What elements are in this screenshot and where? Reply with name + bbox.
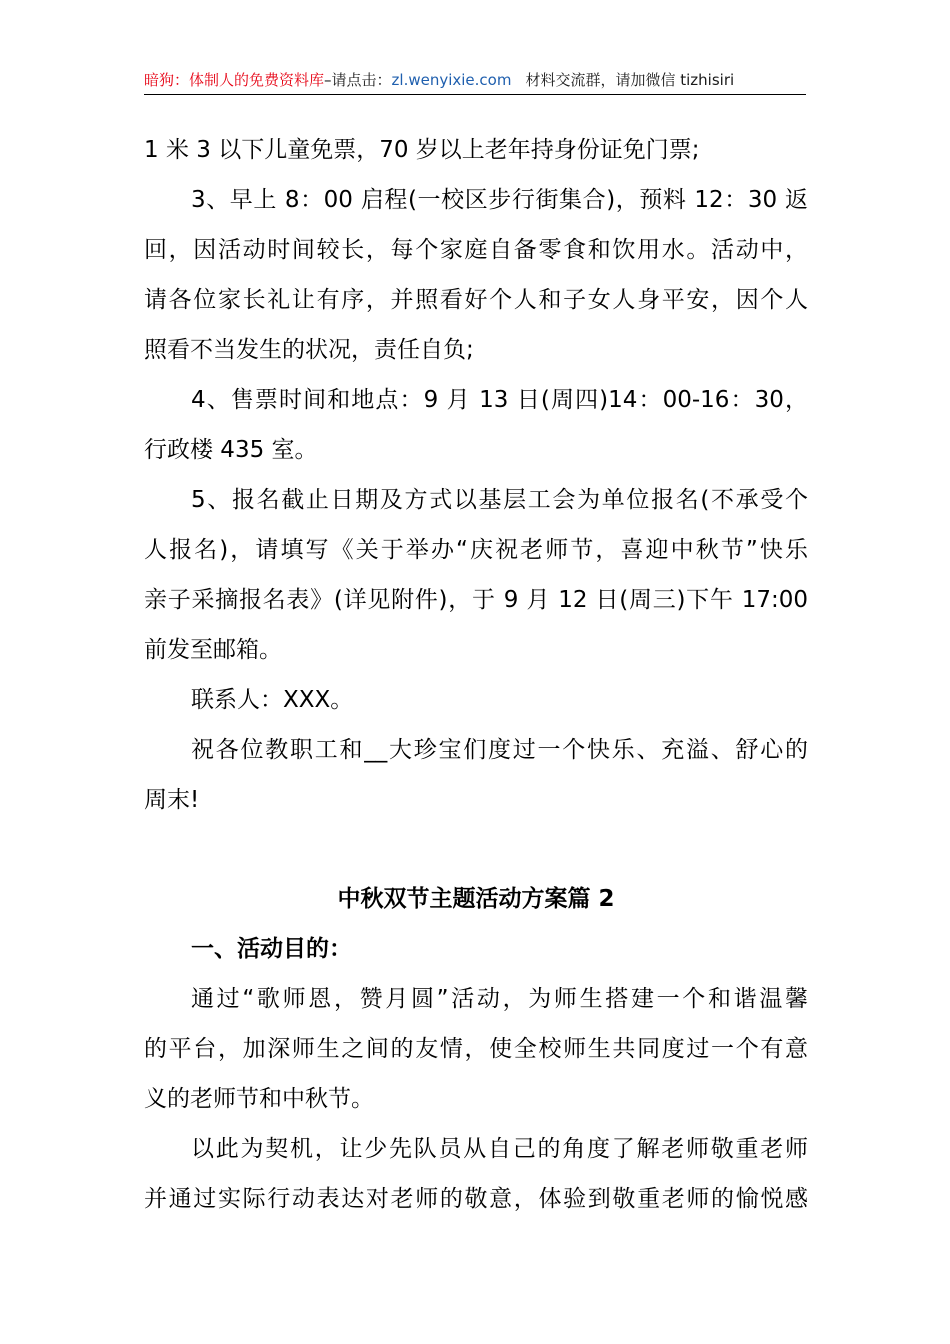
header-brand: 暗狗：体制人的免费资料库 (144, 71, 325, 89)
text-line: 以此为契机，让少先队员从自己的角度了解老师敬重老师 (191, 1136, 808, 1162)
text-line: 5、报名截止日期及方式以基层工会为单位报名(不承受个 (191, 487, 808, 513)
text-line: 行政楼 435 室。 (144, 437, 318, 463)
text-line: 通过“歌师恩，赞月圆”活动，为师生搭建一个和谐温馨 (191, 986, 808, 1012)
text-line: 祝各位教职工和__大珍宝们度过一个快乐、充溢、舒心的 (191, 737, 808, 763)
contact-line: 联系人：XXX。 (191, 687, 354, 713)
header-prompt: –请点击： (324, 71, 392, 89)
text-line: 的平台，加深师生之间的友情，使全校师生共同度过一个有意 (144, 1036, 808, 1062)
page-header (144, 70, 806, 95)
text-line: 亲子采摘报名表》(详见附件)，于 9 月 12 日(周三)下午 17:00 (144, 587, 808, 613)
text-line: 人报名)，请填写《关于举办“庆祝老师节，喜迎中秋节”快乐 (144, 537, 808, 563)
header-url-link[interactable]: zl.wenyixie.com (391, 71, 512, 89)
text-line: 3、早上 8：00 启程(一校区步行街集合)，预料 12：30 返 (191, 187, 808, 213)
text-line: 1 米 3 以下儿童免票，70 岁以上老年持身份证免门票; (144, 137, 700, 163)
document-body (144, 125, 808, 1224)
text-line: 义的老师节和中秋节。 (144, 1086, 374, 1112)
text-line: 回，因活动时间较长，每个家庭自备零食和饮用水。活动中， (144, 237, 808, 263)
text-line: 4、售票时间和地点：9 月 13 日(周四)14：00-16：30， (191, 387, 808, 413)
section-gap (144, 825, 808, 875)
section-heading: 一、活动目的： (191, 936, 352, 962)
text-line: 并通过实际行动表达对老师的敬意，体验到敬重老师的愉悦感 (144, 1186, 808, 1212)
text-line: 照看不当发生的状况，责任自负; (144, 337, 474, 363)
text-line: 周末! (144, 787, 200, 813)
text-line: 前发至邮箱。 (144, 637, 282, 663)
text-line: 请各位家长礼让有序，并照看好个人和子女人身平安，因个人 (144, 287, 808, 313)
header-note: 材料交流群，请加微信 tizhisiri (525, 71, 735, 89)
section-title: 中秋双节主题活动方案篇 2 (337, 886, 615, 912)
